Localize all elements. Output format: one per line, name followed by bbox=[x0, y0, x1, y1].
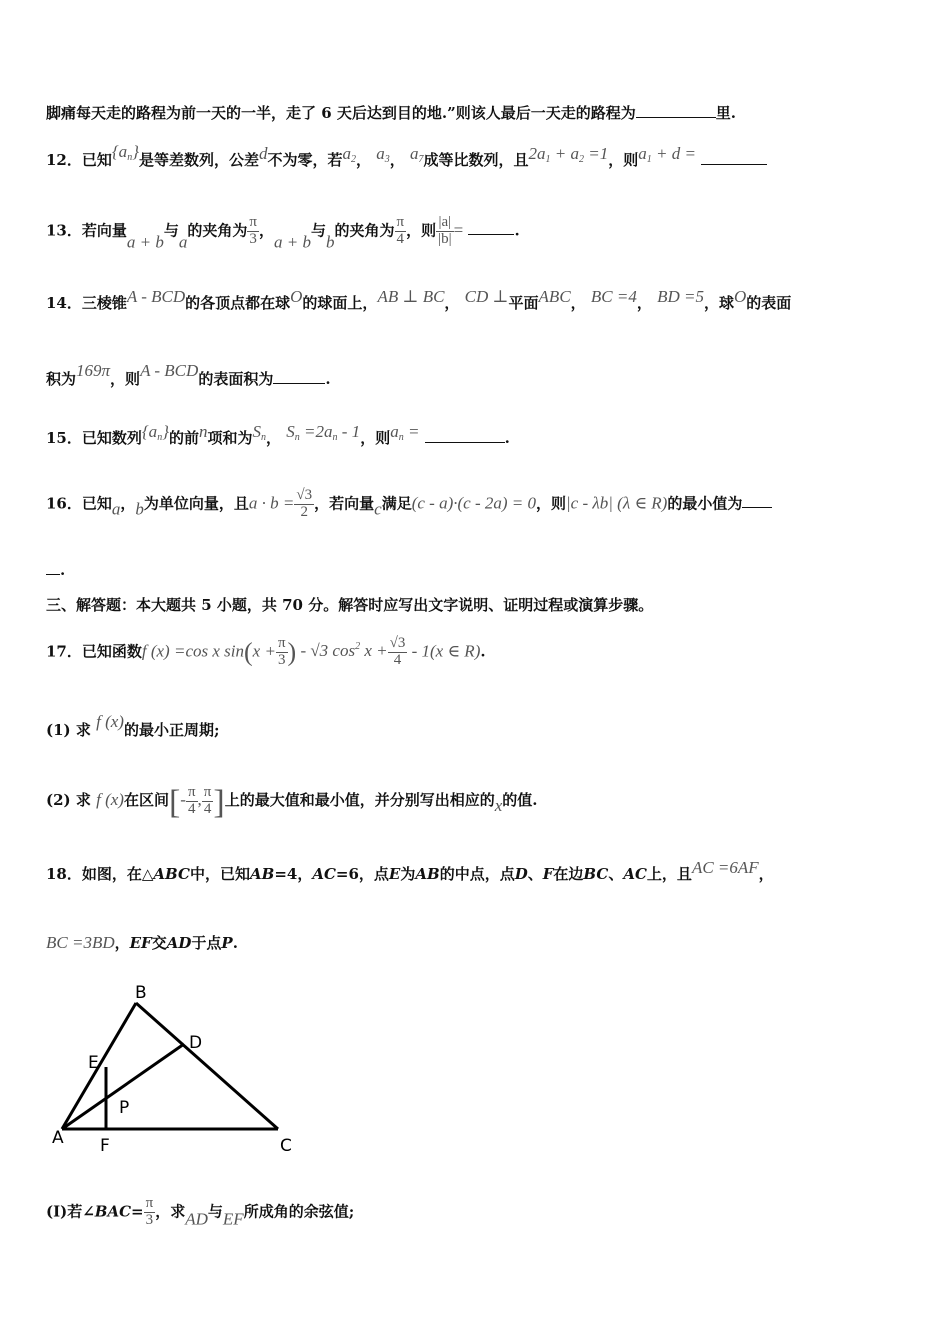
question-number: 18．如图，在△ bbox=[46, 865, 154, 883]
text: ， bbox=[266, 429, 282, 447]
question-number: 12．已知 bbox=[46, 151, 112, 169]
math: (c - a)·(c - 2a) = 0 bbox=[411, 493, 536, 513]
text: 脚痛每天走的路程为前一天的一半，走了 6 天后达到目的地.”则该人最后一天走的路程为 bbox=[46, 104, 636, 122]
text: . bbox=[480, 642, 486, 661]
text: ， bbox=[389, 151, 405, 169]
text: ， bbox=[120, 494, 136, 513]
label-E: E bbox=[88, 1053, 99, 1073]
math: , bbox=[197, 790, 202, 809]
text: 成等比数列，且 bbox=[423, 151, 529, 169]
math: BC =4 bbox=[590, 287, 637, 306]
part-number: (I)若∠ bbox=[46, 1202, 95, 1221]
text: ，则 bbox=[360, 429, 391, 447]
triangle-figure bbox=[46, 975, 306, 1160]
math: a bbox=[178, 232, 188, 252]
segment-BC bbox=[136, 1003, 278, 1129]
text: 的值. bbox=[502, 791, 538, 809]
question-number: 16．已知 bbox=[46, 494, 112, 513]
question-number: 15．已知数列 bbox=[46, 429, 142, 447]
math: BC =3BD bbox=[46, 933, 115, 952]
text: 满足 bbox=[381, 494, 412, 513]
label-B: B bbox=[135, 983, 147, 1003]
question-17-part-1 bbox=[46, 712, 219, 740]
question-14 bbox=[46, 287, 791, 313]
fraction: $\frac{\pi}{4}$ bbox=[187, 783, 196, 817]
text: . bbox=[60, 561, 66, 579]
math: AD bbox=[185, 1209, 208, 1229]
math: $a_2$ bbox=[342, 144, 357, 165]
text: ， bbox=[444, 294, 460, 312]
answer-blank[interactable] bbox=[273, 369, 325, 384]
question-12 bbox=[46, 142, 767, 170]
math: 169π bbox=[76, 361, 111, 380]
text: ，球 bbox=[704, 294, 735, 312]
answer-blank[interactable] bbox=[636, 103, 716, 118]
fraction: $\frac{√3}{2}$ bbox=[296, 487, 313, 520]
text: . bbox=[514, 221, 520, 240]
question-number: 14．三棱锥 bbox=[46, 294, 127, 312]
text: 的表面 bbox=[746, 294, 792, 312]
answer-blank[interactable] bbox=[701, 150, 767, 165]
text: 的表面积为 bbox=[198, 370, 274, 388]
text: ，若向量 bbox=[314, 494, 375, 513]
text: 上的最大值和最小值，并分别写出相应的 bbox=[224, 791, 495, 809]
question-17 bbox=[46, 636, 486, 669]
math: x + bbox=[252, 641, 276, 661]
math: EF bbox=[222, 1209, 244, 1229]
text: 在区间 bbox=[123, 791, 169, 809]
text: . bbox=[325, 370, 331, 388]
math: f (x) =cos x sin bbox=[141, 641, 244, 661]
math: c bbox=[374, 499, 382, 519]
text: 的夹角为 bbox=[334, 221, 395, 240]
text: 平面 bbox=[508, 294, 539, 312]
math: AC =6AF bbox=[691, 858, 759, 877]
text: 与 bbox=[163, 221, 179, 240]
math: f (x) bbox=[96, 790, 124, 809]
section-heading: 三、解答题：本大题共 5 小题，共 70 分。解答时应写出文字说明、证明过程或演算步骤。 bbox=[46, 596, 654, 614]
fraction: $\frac{\pi}{3}$ bbox=[277, 635, 286, 668]
question-13 bbox=[46, 215, 520, 252]
text: . bbox=[504, 429, 510, 447]
text: 的球面上， bbox=[302, 294, 378, 312]
math: b bbox=[135, 499, 144, 519]
math: O bbox=[290, 287, 303, 306]
answer-blank[interactable] bbox=[425, 428, 505, 443]
text: 不为零，若 bbox=[267, 151, 343, 169]
math: BD =5 bbox=[657, 287, 704, 306]
text: ， bbox=[356, 151, 372, 169]
text: 的夹角为 bbox=[187, 221, 248, 240]
fraction: $\frac{√3}{4}$ bbox=[389, 635, 406, 668]
question-number: 17．已知函数 bbox=[46, 642, 142, 661]
bracket-left: [ bbox=[168, 784, 181, 821]
label-P: P bbox=[119, 1098, 130, 1118]
text: ， bbox=[636, 294, 652, 312]
text: 的最小值为 bbox=[667, 494, 743, 513]
question-18: 18．如图，在△ABC中，已知AB=4，AC=6，点E为AB的中点，点D、F在边BC、AC上，且AC =6AF， bbox=[46, 858, 774, 883]
math: n bbox=[199, 422, 208, 441]
paren-left: ( bbox=[243, 637, 253, 667]
fraction: $\frac{\pi}{3}$ bbox=[249, 214, 257, 247]
question-18-cont: BC =3BD，EF交AD于点P. bbox=[46, 933, 238, 952]
label-F: F bbox=[100, 1136, 110, 1156]
answer-blank[interactable] bbox=[742, 493, 772, 508]
math: = bbox=[453, 220, 464, 240]
math: d bbox=[259, 144, 268, 163]
math: |c - λb| (λ ∈ R) bbox=[566, 493, 668, 513]
math: A - BCD bbox=[140, 361, 199, 380]
math: $a_1 + d$ = bbox=[638, 144, 696, 165]
math: a bbox=[111, 499, 121, 519]
part-number: (1) 求 bbox=[46, 721, 91, 739]
fraction: $\frac{\pi}{4}$ bbox=[396, 214, 405, 247]
math: ABC bbox=[538, 287, 571, 306]
fraction: $\frac{\pi}{4}$ bbox=[203, 783, 212, 817]
math: $S_n$ bbox=[252, 422, 267, 443]
text: 里. bbox=[715, 104, 736, 122]
math: $\{a_n\}$ bbox=[111, 142, 139, 163]
math: - 1(x ∈ R) bbox=[407, 641, 481, 661]
text: 积为 bbox=[46, 370, 77, 388]
label-C: C bbox=[280, 1136, 292, 1156]
math: x bbox=[494, 796, 503, 815]
math: $S_n =2a_n - 1$ bbox=[286, 422, 361, 443]
math: AB ⊥ BC bbox=[377, 287, 445, 306]
part-number: (2) 求 bbox=[46, 791, 91, 809]
text: 项和为 bbox=[207, 429, 253, 447]
math: f (x) bbox=[96, 712, 124, 731]
text: 的前 bbox=[169, 429, 200, 447]
math: O bbox=[734, 287, 747, 306]
math: a · b = bbox=[248, 493, 295, 513]
math: $a_n$ = bbox=[390, 422, 420, 443]
answer-blank-cont[interactable] bbox=[46, 560, 60, 575]
paren-right: ) bbox=[287, 637, 297, 667]
text: 为单位向量，且 bbox=[143, 494, 249, 513]
text: ，则 bbox=[535, 494, 566, 513]
math: a + b bbox=[273, 232, 311, 252]
label-A: A bbox=[52, 1128, 64, 1148]
question-16 bbox=[46, 488, 772, 521]
answer-blank[interactable] bbox=[468, 220, 514, 235]
question-number: 13．若向量 bbox=[46, 221, 127, 240]
text: ， bbox=[258, 221, 274, 240]
math: $a_7$ bbox=[410, 144, 424, 165]
fraction: $\frac{\pi}{3}$ bbox=[145, 1195, 154, 1228]
math: A - BCD bbox=[126, 287, 186, 306]
math: $a_3$ bbox=[376, 144, 390, 165]
text: 是等差数列，公差 bbox=[139, 151, 260, 169]
question-14-cont bbox=[46, 361, 331, 389]
math: CD ⊥ bbox=[464, 287, 509, 306]
text: 与 bbox=[310, 221, 326, 240]
math: - bbox=[180, 790, 186, 809]
math: $2a_1 + a_2 =1$ bbox=[528, 144, 609, 165]
text: ， bbox=[570, 294, 586, 312]
math: $\{a_n\}$ bbox=[141, 422, 169, 443]
text: 的最小正周期; bbox=[123, 721, 220, 739]
text: ，则 bbox=[608, 151, 639, 169]
text: ，则 bbox=[110, 370, 141, 388]
question-16-cont bbox=[46, 560, 65, 579]
fraction: $\frac{|a|}{|b|}$ bbox=[438, 214, 452, 247]
text: 的各顶点都在球 bbox=[185, 294, 291, 312]
continuation-line bbox=[46, 102, 736, 123]
question-17-part-2 bbox=[46, 784, 537, 822]
math: - √3 $\cos^2 x$ + bbox=[296, 641, 388, 661]
bracket-right: ] bbox=[213, 784, 225, 821]
question-18-part-1: (I)若∠BAC= $\frac{\pi}{3}$ ，求AD与EF所成角的余弦值; bbox=[46, 1195, 355, 1229]
text: ，则 bbox=[406, 221, 437, 240]
question-15 bbox=[46, 422, 510, 448]
math: a + b bbox=[126, 232, 164, 252]
label-D: D bbox=[189, 1033, 203, 1053]
math: b bbox=[325, 232, 335, 252]
